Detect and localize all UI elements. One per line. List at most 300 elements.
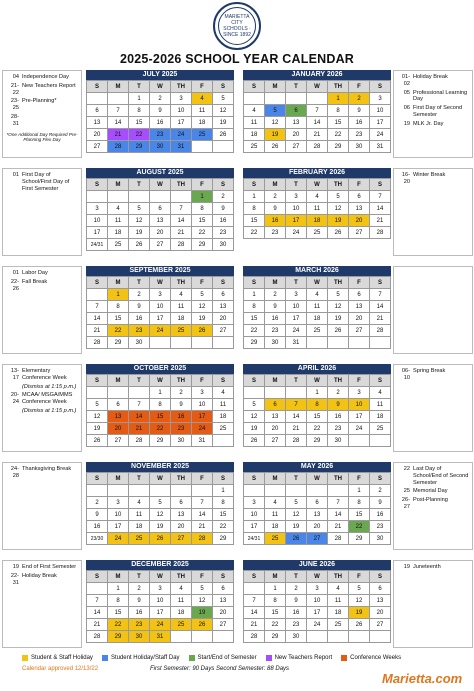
day-cell: 27 [213,619,234,631]
event-date: 21-22 [10,82,19,96]
weekday-header: T [286,81,307,93]
day-cell [87,289,108,301]
day-cell: 3 [108,497,129,509]
day-cell: 3 [307,583,328,595]
day-cell: 3 [286,289,307,301]
weekday-header: W [150,81,171,93]
event-item [396,466,470,486]
day-cell: 14 [192,509,213,521]
day-cell: 18 [307,215,328,227]
month-calendar [86,462,234,545]
day-cell: 18 [129,521,150,533]
day-cell: 23 [370,521,391,533]
event-date: 24-28 [10,466,19,479]
day-cell: 6 [108,399,129,411]
weekday-header: TH [171,571,192,583]
day-cell: 20 [213,313,234,325]
day-cell [108,387,129,399]
day-cell: 5 [192,289,213,301]
day-cell: 28 [307,141,328,153]
day-cell: 1 [244,191,265,203]
day-cell: 1 [129,93,150,105]
day-cell: 11 [370,399,391,411]
weekday-header: F [192,179,213,191]
event-text: First Day of Second Semester [413,105,463,118]
weekday-header: TH [328,473,349,485]
day-cell: 22 [192,227,213,239]
day-cell: 27 [307,533,328,545]
weekday-header: TH [171,375,192,387]
weekday-header: T [286,375,307,387]
day-cell [349,337,370,349]
day-cell [129,191,150,203]
day-cell: 23 [171,423,192,435]
day-cell: 22 [244,227,265,239]
day-cell [244,387,265,399]
month-title: JUNE 2026 [243,560,391,570]
day-cell: 24 [286,227,307,239]
day-cell: 10 [307,595,328,607]
day-cell: 1 [328,93,349,105]
legend-item [102,655,180,661]
event-item [396,497,470,511]
day-cell: 29 [213,533,234,545]
day-cell: 15 [213,509,234,521]
day-cell: 4 [244,105,265,117]
weekday-header: W [150,473,171,485]
day-cell: 9 [213,203,234,215]
month-title: DECEMBER 2025 [86,560,234,570]
month-title: NOVEMBER 2025 [86,462,234,472]
day-cell [265,485,286,497]
day-cell: 6 [307,497,328,509]
day-cell: 16 [129,607,150,619]
day-cell: 21 [307,129,328,141]
day-cell: 7 [192,497,213,509]
day-cell: 29 [328,141,349,153]
weekday-header: TH [328,81,349,93]
day-cell: 8 [213,497,234,509]
day-cell: 19 [150,521,171,533]
day-cell: 16 [171,411,192,423]
day-cell: 25 [108,239,129,251]
event-date: 22-26 [10,278,19,292]
day-cell [370,435,391,447]
day-cell: 26 [150,533,171,545]
day-cell: 6 [349,191,370,203]
day-cell [328,631,349,643]
page-title: 2025-2026 SCHOOL YEAR CALENDAR [119,52,355,66]
day-cell: 18 [328,607,349,619]
day-cell: 29 [129,141,150,153]
month-title: MARCH 2026 [243,266,391,276]
day-cell [244,485,265,497]
day-cell: 1 [150,387,171,399]
day-cell: 10 [150,595,171,607]
day-cell: 14 [328,509,349,521]
day-cell: 10 [87,215,108,227]
day-cell: 24 [307,619,328,631]
month-calendar [243,560,391,643]
weekday-header: M [108,81,129,93]
day-cell: 19 [286,521,307,533]
day-cell: 22 [244,325,265,337]
school-seal [213,2,261,50]
day-cell: 7 [244,595,265,607]
day-cell: 6 [150,203,171,215]
day-cell: 9 [129,595,150,607]
day-cell [213,435,234,447]
event-date [5,408,19,415]
day-cell: 26 [87,435,108,447]
day-cell: 11 [129,509,150,521]
day-cell [213,631,234,643]
event-text: New Teachers Report [22,82,76,89]
event-text: Winter Break [413,172,446,178]
day-cell: 26 [129,239,150,251]
weekday-header: F [192,81,213,93]
day-cell: 28 [171,239,192,251]
day-cell: 6 [87,105,108,117]
day-cell: 18 [171,607,192,619]
month-title: OCTOBER 2025 [86,364,234,374]
weekday-header: F [349,571,370,583]
day-cell: 25 [213,423,234,435]
legend-label: Start/End of Semester [197,655,257,661]
day-cell: 7 [108,105,129,117]
day-cell [171,191,192,203]
day-cell: 25 [244,141,265,153]
day-cell: 2 [265,191,286,203]
event-item [5,279,79,293]
day-cell: 13 [286,117,307,129]
day-cell: 27 [349,227,370,239]
day-cell: 22 [129,129,150,141]
day-cell: 15 [244,313,265,325]
day-cell: 16 [150,117,171,129]
marietta-logo[interactable]: Marietta.com [382,671,463,686]
month-title: APRIL 2026 [243,364,391,374]
day-cell: 3 [150,583,171,595]
day-cell: 26 [213,129,234,141]
day-cell: 12 [244,411,265,423]
day-cell [192,631,213,643]
day-cell: 15 [349,509,370,521]
event-date: 20-24 [10,392,19,406]
day-cell: 2 [129,583,150,595]
day-cell: 19 [265,129,286,141]
weekday-header: M [265,375,286,387]
day-cell: 13 [349,301,370,313]
event-item [396,564,470,571]
legend-swatch [102,655,108,661]
day-cell: 24/31 [244,533,265,545]
month-calendar [243,462,391,545]
weekday-header: S [87,179,108,191]
day-cell: 14 [370,301,391,313]
seal-text: MARIETTA CITY SCHOOLS · SINCE 1892 [218,7,256,45]
weekday-header: T [129,473,150,485]
day-cell: 28 [328,533,349,545]
day-cell: 22 [108,325,129,337]
day-cell: 5 [328,191,349,203]
day-cell: 5 [129,203,150,215]
day-cell [370,337,391,349]
day-cell: 26 [328,325,349,337]
day-cell: 2 [171,387,192,399]
weekday-header: W [150,179,171,191]
day-cell: 26 [286,533,307,545]
day-cell: 13 [213,595,234,607]
weekday-header: T [129,81,150,93]
day-cell: 9 [150,105,171,117]
day-cell: 9 [265,203,286,215]
month-calendar [243,266,391,349]
day-cell: 14 [171,215,192,227]
day-cell: 7 [87,301,108,313]
day-cell: 14 [108,117,129,129]
weekday-header: W [307,375,328,387]
day-cell [328,337,349,349]
day-cell: 28 [370,227,391,239]
day-cell: 20 [213,607,234,619]
day-cell: 11 [307,301,328,313]
day-cell: 21 [370,215,391,227]
month-calendar [86,560,234,643]
day-cell: 18 [307,313,328,325]
day-cell: 14 [286,411,307,423]
weekday-header: T [286,571,307,583]
day-cell: 9 [129,301,150,313]
day-cell: 8 [108,301,129,313]
day-cell: 10 [150,301,171,313]
day-cell: 4 [171,289,192,301]
day-cell [349,631,370,643]
day-cell [87,191,108,203]
day-cell: 18 [244,129,265,141]
day-cell: 5 [349,583,370,595]
day-cell [307,485,328,497]
event-note: *One Additional Day Required Pre-Planning Flex Day [6,131,78,142]
day-cell: 14 [129,411,150,423]
weekday-header: M [265,571,286,583]
day-cell: 20 [286,129,307,141]
day-cell: 25 [265,533,286,545]
weekday-header: W [150,277,171,289]
month-calendar [243,168,391,239]
day-cell: 27 [265,435,286,447]
day-cell: 7 [370,289,391,301]
day-cell: 15 [192,215,213,227]
events-panel [2,560,82,648]
day-cell: 17 [307,607,328,619]
day-cell: 26 [349,619,370,631]
day-cell: 19 [87,423,108,435]
event-text: Fall Break [22,278,48,285]
day-cell [307,337,328,349]
day-cell: 8 [244,203,265,215]
day-cell: 4 [370,387,391,399]
day-cell: 13 [307,509,328,521]
day-cell: 11 [171,301,192,313]
day-cell: 14 [87,313,108,325]
day-cell: 21 [87,619,108,631]
day-cell: 20 [349,313,370,325]
day-cell [87,583,108,595]
day-cell: 12 [328,203,349,215]
day-cell: 29 [244,337,265,349]
day-cell: 10 [171,105,192,117]
semester-days: First Semester: 90 Days Second Semester: 88 Days [150,666,290,672]
day-cell: 12 [150,509,171,521]
day-cell [286,387,307,399]
weekday-header: S [244,375,265,387]
event-item [5,573,79,587]
event-date: 05 [403,89,410,96]
day-cell: 11 [171,595,192,607]
day-cell: 4 [307,289,328,301]
day-cell: 31 [192,435,213,447]
day-cell [265,387,286,399]
weekday-header: M [265,277,286,289]
event-date: 23-25 [10,98,19,112]
event-item [5,392,79,406]
weekday-header: S [244,81,265,93]
weekday-header: W [307,473,328,485]
event-date: 22 [403,466,410,472]
day-cell: 2 [349,93,370,105]
day-cell: 26 [328,227,349,239]
event-date: 06 [403,105,410,112]
day-cell: 22 [150,423,171,435]
day-cell: 19 [192,607,213,619]
day-cell [87,485,108,497]
day-cell: 20 [150,227,171,239]
weekday-header: W [307,571,328,583]
day-cell: 22 [307,423,328,435]
day-cell [192,485,213,497]
day-cell: 21 [192,521,213,533]
weekday-header: F [349,473,370,485]
day-cell: 10 [108,509,129,521]
weekday-header: W [307,179,328,191]
day-cell: 24 [370,129,391,141]
day-cell: 19 [192,313,213,325]
event-item [5,408,79,415]
weekday-header: S [370,179,391,191]
legend-item [189,655,257,661]
event-text: MCAA/ MSGA/MMS Conference Week [22,392,73,406]
weekday-header: F [349,375,370,387]
day-cell: 6 [171,497,192,509]
day-cell: 28 [108,141,129,153]
month-calendar [86,70,234,153]
day-cell: 22 [328,129,349,141]
weekday-header: S [244,277,265,289]
weekday-header: W [150,375,171,387]
weekday-header: S [370,571,391,583]
day-cell: 31 [286,337,307,349]
legend-swatch [341,655,347,661]
event-item [5,384,79,391]
day-cell: 6 [213,289,234,301]
day-cell: 18 [108,227,129,239]
weekday-header: S [213,375,234,387]
day-cell: 11 [244,117,265,129]
day-cell: 3 [286,191,307,203]
month-calendar [243,364,391,447]
day-cell: 25 [192,129,213,141]
day-cell: 24 [349,423,370,435]
day-cell: 3 [87,203,108,215]
day-cell: 2 [87,497,108,509]
day-cell: 30 [129,631,150,643]
events-panel [393,70,473,158]
weekday-header: TH [171,179,192,191]
day-cell: 29 [150,435,171,447]
day-cell: 5 [150,497,171,509]
day-cell: 26 [192,325,213,337]
day-cell: 1 [108,289,129,301]
event-text: (Dismiss at 1:15 p.m.) [22,383,77,390]
day-cell: 29 [108,631,129,643]
day-cell: 1 [265,583,286,595]
day-cell: 15 [129,117,150,129]
day-cell: 23 [213,227,234,239]
weekday-header: TH [328,179,349,191]
day-cell: 25 [307,227,328,239]
day-cell: 24 [150,619,171,631]
weekday-header: T [286,473,307,485]
day-cell: 17 [286,313,307,325]
day-cell: 2 [129,289,150,301]
events-panel [393,462,473,550]
day-cell: 2 [213,191,234,203]
event-text: Holiday Break [413,74,448,80]
day-cell: 9 [328,399,349,411]
weekday-header: W [307,277,328,289]
event-item [396,368,470,382]
month-title: AUGUST 2025 [86,168,234,178]
day-cell: 11 [307,203,328,215]
event-item [5,83,79,97]
day-cell [265,93,286,105]
event-text: Post-Planning [413,497,448,504]
weekday-header: T [286,277,307,289]
day-cell: 25 [307,325,328,337]
weekday-header: F [349,81,370,93]
day-cell: 3 [370,93,391,105]
weekday-header: S [370,473,391,485]
weekday-header: S [213,277,234,289]
day-cell: 31 [150,631,171,643]
day-cell: 12 [192,595,213,607]
weekday-header: M [108,375,129,387]
legend-swatch [189,655,195,661]
day-cell: 1 [192,191,213,203]
day-cell: 15 [150,411,171,423]
day-cell: 10 [286,301,307,313]
day-cell: 23 [328,423,349,435]
day-cell: 15 [244,215,265,227]
day-cell: 30 [328,435,349,447]
day-cell: 30 [171,435,192,447]
day-cell: 29 [349,533,370,545]
day-cell: 13 [171,509,192,521]
day-cell: 20 [87,129,108,141]
day-cell: 27 [349,325,370,337]
day-cell: 23 [150,129,171,141]
